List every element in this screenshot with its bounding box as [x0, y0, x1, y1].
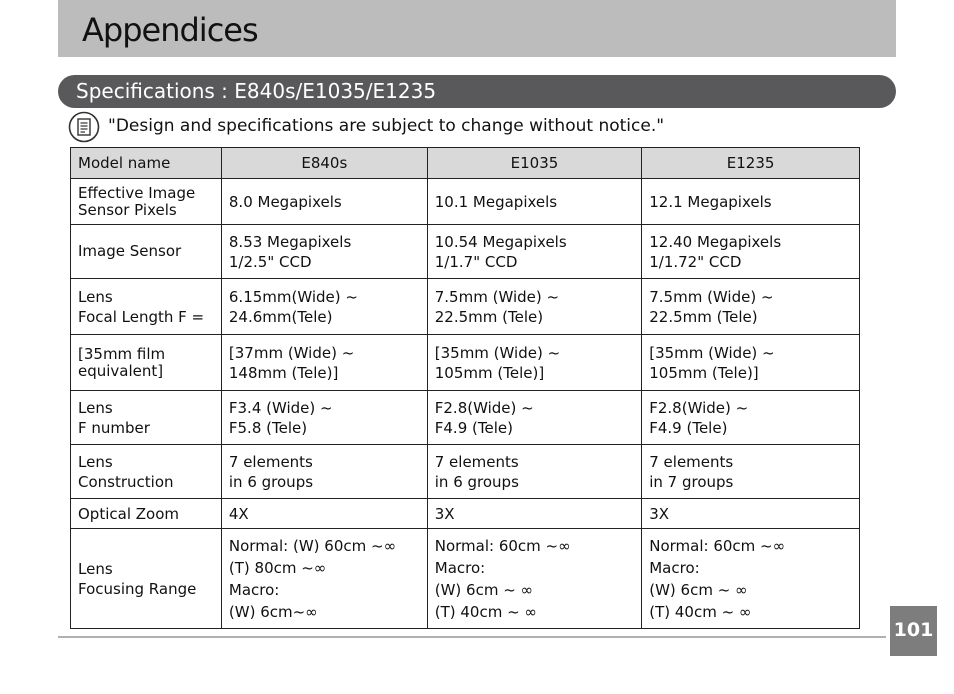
table-cell: 7.5mm (Wide) ~ 22.5mm (Tele) [642, 279, 860, 335]
page-title: Appendices [82, 11, 258, 49]
table-cell: 12.40 Megapixels 1/1.72" CCD [642, 225, 860, 279]
table-cell: 6.15mm(Wide) ~ 24.6mm(Tele) [221, 279, 427, 335]
table-cell: 10.54 Megapixels 1/1.7" CCD [427, 225, 641, 279]
note-icon [68, 111, 100, 143]
table-cell: [35mm (Wide) ~ 105mm (Tele)] [642, 335, 860, 391]
row-label: Effective Image Sensor Pixels [71, 179, 222, 225]
table-row [71, 335, 860, 391]
table-cell: F2.8(Wide) ~ F4.9 (Tele) [427, 391, 641, 445]
table-cell: F3.4 (Wide) ~ F5.8 (Tele) [221, 391, 427, 445]
table-row [71, 445, 860, 499]
table-row [71, 499, 860, 529]
table-row [71, 279, 860, 335]
table-cell: 8.0 Megapixels [221, 179, 427, 225]
header-bar [58, 0, 896, 57]
table-row [71, 179, 860, 225]
page-number-badge [890, 606, 937, 656]
row-label: Image Sensor [71, 225, 222, 279]
table-cell: 7.5mm (Wide) ~ 22.5mm (Tele) [427, 279, 641, 335]
table-cell: Normal: 60cm ~∞ Macro: (W) 6cm ~ ∞ (T) 40cm ~ ∞ [642, 529, 860, 629]
table-cell: 12.1 Megapixels [642, 179, 860, 225]
row-label: Lens Focal Length F = [71, 279, 222, 335]
column-header-e1235: E1235 [642, 148, 860, 179]
table-row [71, 225, 860, 279]
table-cell: 3X [427, 499, 641, 529]
row-label: [35mm film equivalent] [71, 335, 222, 391]
table-cell: 10.1 Megapixels [427, 179, 641, 225]
section-heading-bar [58, 75, 896, 108]
table-cell: 3X [642, 499, 860, 529]
table-row [71, 391, 860, 445]
table-cell: 8.53 Megapixels 1/2.5" CCD [221, 225, 427, 279]
note-text: "Design and specifications are subject to change without notice." [108, 116, 665, 136]
table-cell: 4X [221, 499, 427, 529]
column-header-e840s: E840s [221, 148, 427, 179]
row-label: Lens F number [71, 391, 222, 445]
table-cell: [37mm (Wide) ~ 148mm (Tele)] [221, 335, 427, 391]
column-header-e1035: E1035 [427, 148, 641, 179]
row-label: Optical Zoom [71, 499, 222, 529]
table-header-row [71, 148, 860, 179]
table-cell: F2.8(Wide) ~ F4.9 (Tele) [642, 391, 860, 445]
table-cell: 7 elements in 7 groups [642, 445, 860, 499]
section-title: Specifications : E840s/E1035/E1235 [76, 79, 437, 103]
row-label: Lens Focusing Range [71, 529, 222, 629]
specifications-table [70, 147, 860, 629]
footer-divider [58, 636, 886, 638]
table-cell: Normal: 60cm ~∞ Macro: (W) 6cm ~ ∞ (T) 40cm ~ ∞ [427, 529, 641, 629]
row-label: Lens Construction [71, 445, 222, 499]
table-cell: 7 elements in 6 groups [427, 445, 641, 499]
table-cell: [35mm (Wide) ~ 105mm (Tele)] [427, 335, 641, 391]
page-number: 101 [893, 619, 934, 641]
column-header-model-name: Model name [71, 148, 222, 179]
table-row [71, 529, 860, 629]
table-cell: Normal: (W) 60cm ~∞ (T) 80cm ~∞ Macro: (W) 6cm~∞ [221, 529, 427, 629]
table-cell: 7 elements in 6 groups [221, 445, 427, 499]
